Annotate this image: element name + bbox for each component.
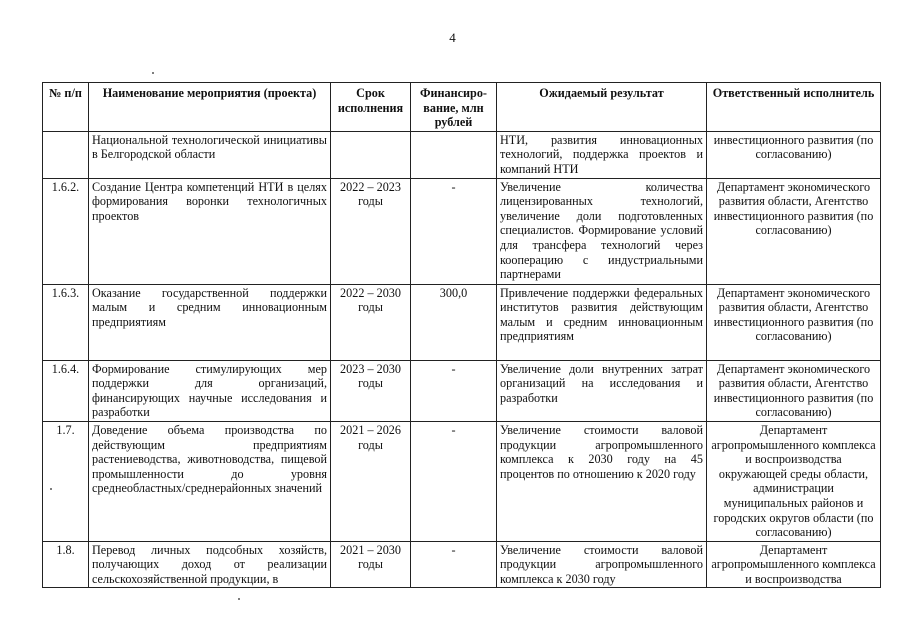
- measures-table: [42, 82, 881, 588]
- table-row: [43, 421, 881, 541]
- table-row: [43, 131, 881, 178]
- cell-responsible: Департамент агропромышленного комплекса и воспроизводства окружающей среды области, администрации муниципальных районов и городских округов области (по согласованию): [707, 421, 881, 541]
- header-financing: Финансиро-вание, млн рублей: [411, 83, 497, 132]
- table-row: [43, 178, 881, 284]
- cell-num: 1.6.3.: [43, 284, 89, 360]
- cell-result: Увеличение количества лицензированных технологий, увеличение доли подготовленных специалистов. Формирование условий для трансфера технологий через кооперацию с индустриальными партнерами: [497, 178, 707, 284]
- cell-name: Создание Центра компетенций НТИ в целях формирования воронки технологичных проектов: [89, 178, 331, 284]
- cell-name: Доведение объема производства по действующим предприятиям растениеводства, животноводства, пищевой промышленности до уровня среднеобластных/среднерайонных значений: [89, 421, 331, 541]
- cell-name: Оказание государственной поддержки малым и средним инновационным предприятиям: [89, 284, 331, 360]
- cell-result: Привлечение поддержки федеральных институтов развития действующим малым и средним инновационным предприятиям: [497, 284, 707, 360]
- cell-responsible: Департамент агропромышленного комплекса и воспроизводства: [707, 541, 881, 588]
- header-name: Наименование мероприятия (проекта): [89, 83, 331, 132]
- table-row: [43, 541, 881, 588]
- cell-name: Перевод личных подсобных хозяйств, получающих доход от реализации сельскохозяйственной продукции, в: [89, 541, 331, 588]
- cell-term: 2023 – 2030 годы: [331, 360, 411, 421]
- cell-num: 1.6.2.: [43, 178, 89, 284]
- cell-responsible: Департамент экономического развития области, Агентство инвестиционного развития (по согласованию): [707, 360, 881, 421]
- cell-num: 1.6.4.: [43, 360, 89, 421]
- cell-term: 2022 – 2023 годы: [331, 178, 411, 284]
- cell-responsible: Департамент экономического развития области, Агентство инвестиционного развития (по согласованию): [707, 178, 881, 284]
- cell-num: 1.7.: [43, 421, 89, 541]
- cell-financing: -: [411, 421, 497, 541]
- cell-financing: -: [411, 360, 497, 421]
- cell-term: [331, 131, 411, 178]
- header-term: Срок исполнения: [331, 83, 411, 132]
- cell-num: [43, 131, 89, 178]
- cell-financing: 300,0: [411, 284, 497, 360]
- cell-result: Увеличение доли внутренних затрат организаций на исследования и разработки: [497, 360, 707, 421]
- cell-term: 2021 – 2030 годы: [331, 541, 411, 588]
- cell-name: Национальной технологической инициативы в Белгородской области: [89, 131, 331, 178]
- header-result: Ожидаемый результат: [497, 83, 707, 132]
- table-row: [43, 360, 881, 421]
- table-header-row: [43, 83, 881, 132]
- cell-result: Увеличение стоимости валовой продукции агропромышленного комплекса к 2030 году: [497, 541, 707, 588]
- cell-num: 1.8.: [43, 541, 89, 588]
- cell-responsible: Департамент экономического развития области, Агентство инвестиционного развития (по согласованию): [707, 284, 881, 360]
- cell-name: Формирование стимулирующих мер поддержки для организаций, финансирующих научные исследования и разработки: [89, 360, 331, 421]
- header-responsible: Ответственный исполнитель: [707, 83, 881, 132]
- scan-speck: [238, 598, 240, 600]
- cell-financing: -: [411, 178, 497, 284]
- cell-term: 2022 – 2030 годы: [331, 284, 411, 360]
- table-row: [43, 284, 881, 360]
- cell-result: НТИ, развития инновационных технологий, поддержка проектов и компаний НТИ: [497, 131, 707, 178]
- scan-speck: [50, 488, 52, 490]
- header-num: № п/п: [43, 83, 89, 132]
- cell-responsible: инвестиционного развития (по согласованию): [707, 131, 881, 178]
- cell-term: 2021 – 2026 годы: [331, 421, 411, 541]
- scan-speck: [152, 72, 154, 74]
- cell-result: Увеличение стоимости валовой продукции агропромышленного комплекса к 2030 году на 45 процентов по отношению к 2020 году: [497, 421, 707, 541]
- cell-financing: [411, 131, 497, 178]
- cell-financing: -: [411, 541, 497, 588]
- page-number: 4: [449, 30, 456, 45]
